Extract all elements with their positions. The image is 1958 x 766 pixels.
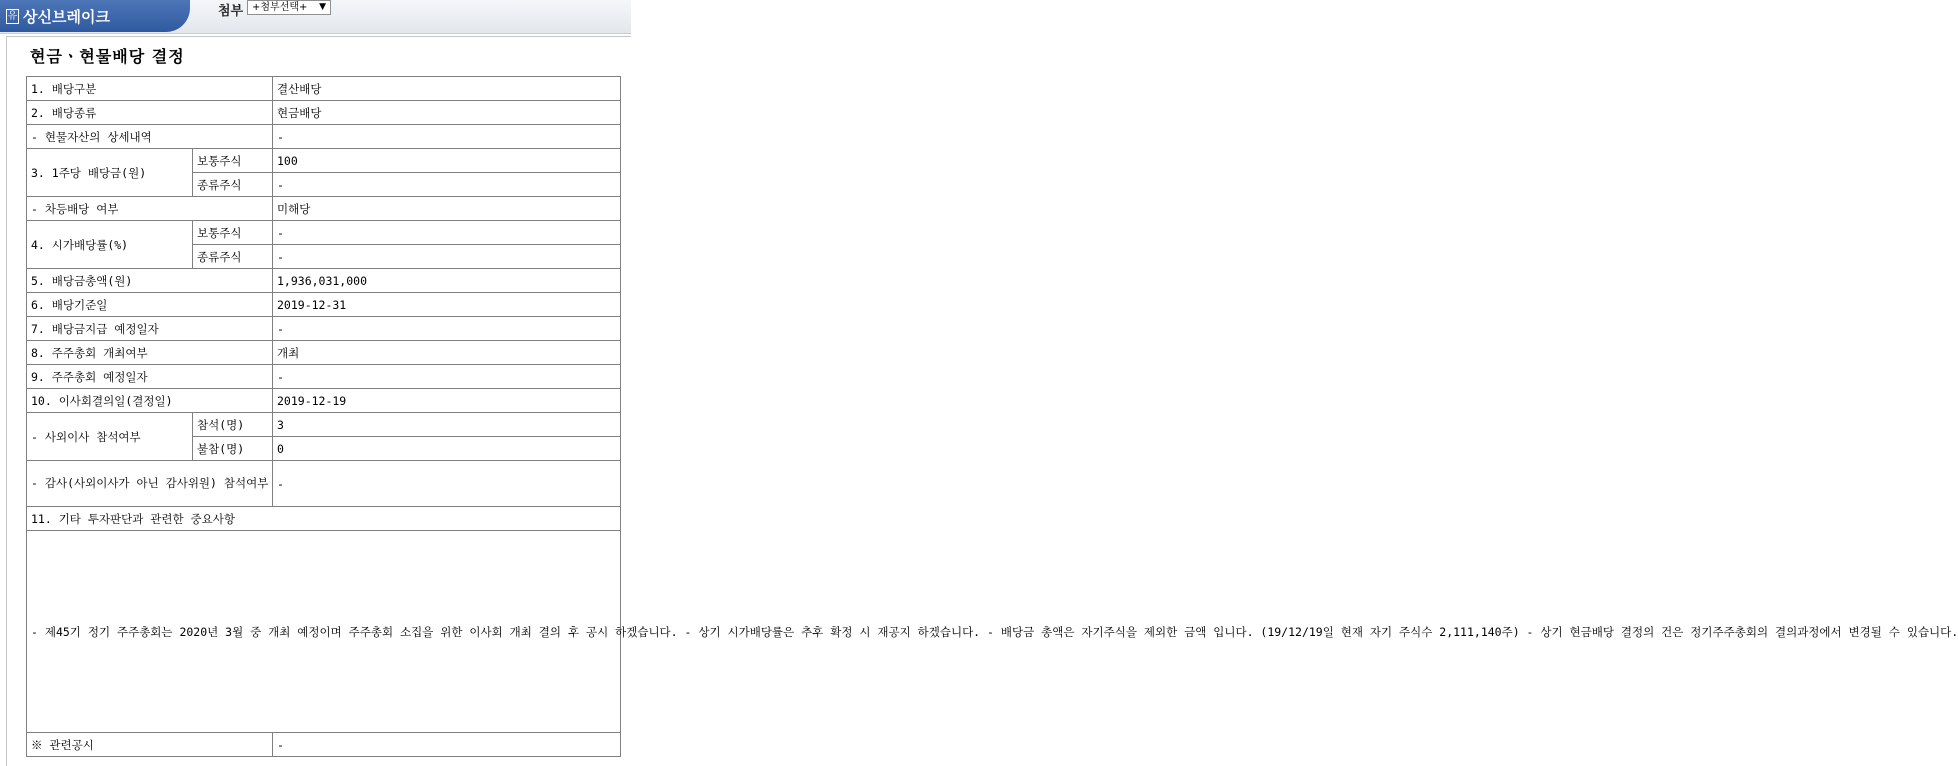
row-value: 2019-12-31 (273, 293, 621, 317)
table-row (27, 269, 621, 293)
row-value: 결산배당 (273, 77, 621, 101)
row-label: - 사외이사 참석여부 (27, 413, 193, 461)
row-label: - 감사(사외이사가 아닌 감사위원) 참석여부 (27, 461, 273, 507)
table-row (27, 341, 621, 365)
table-row (27, 317, 621, 341)
row-label: 2. 배당종류 (27, 101, 273, 125)
row-label: 7. 배당금지급 예정일자 (27, 317, 273, 341)
row-label: 4. 시가배당률(%) (27, 221, 193, 269)
table-row (27, 125, 621, 149)
row-sublabel: 불참(명) (193, 437, 273, 461)
row-value: 100 (273, 149, 621, 173)
page-title: 현금ㆍ현물배당 결정 (30, 47, 185, 66)
row-value: 1,936,031,000 (273, 269, 621, 293)
row-label: - 현물자산의 상세내역 (27, 125, 273, 149)
row-value: 3 (273, 413, 621, 437)
row-label: ※ 관련공시 (27, 733, 273, 757)
row-label: 5. 배당금총액(원) (27, 269, 273, 293)
company-tab[interactable] (0, 0, 190, 32)
row-value: 2019-12-19 (273, 389, 621, 413)
row-label: - 차등배당 여부 (27, 197, 273, 221)
table-row (27, 101, 621, 125)
table-row (27, 365, 621, 389)
table-row (27, 221, 621, 245)
other-matters-text: - 제45기 정기 주주총회는 2020년 3월 중 개최 예정이며 주주총회 소집을 위한 이사회 개최 결의 후 공시 하겠습니다. - 상기 시가배당률은 추후 확정 시 재공지 하겠습니다. - 배당금 총액은 자기주식을 제외한 금액 입니다. (19/12/19일 현재 자기 주식수 2,111,140주) - 상기 현금배당 결정의 건은 정기주주총회의 결의과정에서 변경될 수 있습니다. (27, 531, 621, 733)
row-label: 6. 배당기준일 (27, 293, 273, 317)
row-sublabel: 보통주식 (193, 221, 273, 245)
table-row (27, 461, 621, 507)
row-sublabel: 보통주식 (193, 149, 273, 173)
row-label: 11. 기타 투자판단과 관련한 중요사항 (27, 507, 621, 531)
row-label: 9. 주주총회 예정일자 (27, 365, 273, 389)
row-sublabel: 종류주식 (193, 173, 273, 197)
row-sublabel: 참석(명) (193, 413, 273, 437)
row-value: - (273, 365, 621, 389)
table-row (27, 149, 621, 173)
table-row (27, 531, 621, 733)
table-row (27, 733, 621, 757)
table-row (27, 389, 621, 413)
row-value: - (273, 173, 621, 197)
row-value: - (273, 733, 621, 757)
row-value: 미해당 (273, 197, 621, 221)
row-label: 1. 배당구분 (27, 77, 273, 101)
table-row (27, 293, 621, 317)
row-label: 3. 1주당 배당금(원) (27, 149, 193, 197)
row-value: - (273, 245, 621, 269)
row-value: - (273, 461, 621, 507)
row-value: - (273, 317, 621, 341)
table-row (27, 77, 621, 101)
chevron-down-icon: ▼ (319, 2, 326, 12)
table-row (27, 197, 621, 221)
row-label: 8. 주주총회 개최여부 (27, 341, 273, 365)
table-row (27, 413, 621, 437)
top-bar (0, 0, 631, 34)
row-value: - (273, 221, 621, 245)
row-value: 개최 (273, 341, 621, 365)
row-value: 현금배당 (273, 101, 621, 125)
row-label: 10. 이사회결의일(결정일) (27, 389, 273, 413)
table-row (27, 507, 621, 531)
disclosure-table (26, 76, 1958, 757)
market-badge: 유 (7, 10, 18, 22)
attachment-label: 첨부 (218, 4, 244, 19)
row-sublabel: 종류주식 (193, 245, 273, 269)
attachment-select[interactable] (247, 0, 331, 15)
row-value: - (273, 125, 621, 149)
company-name: 상신브레이크 (23, 7, 110, 26)
row-value: 0 (273, 437, 621, 461)
attachment-select-value: +첨부선택+ (252, 2, 308, 13)
